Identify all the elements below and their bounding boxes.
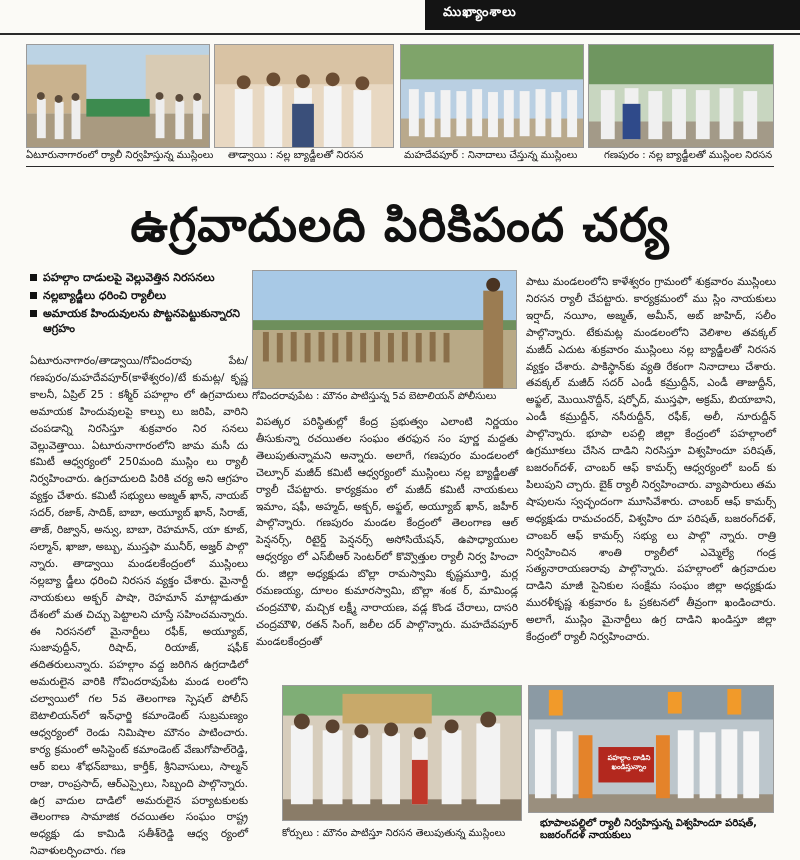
caption-photo-2: తాడ్వాయి : నల్ల బ్యాడ్జీలతో నిరసన	[228, 150, 364, 161]
highlights-list	[30, 270, 250, 339]
photo-battalion-silence	[252, 270, 517, 389]
article-column-2	[256, 414, 518, 681]
caption-bottom-right: భూపాలపల్లిలో ర్యాలీ నిర్వహిస్తున్న విశ్వహిందూ పరిషత్, బజరంగ్‌దళ్ నాయకులు	[540, 818, 757, 841]
caption-photo-3: మహదేవపూర్ : నినాదాలు చేస్తున్న ముస్లింలు	[404, 150, 578, 161]
highlight-item: అమాయక హిందువులను పొట్టనపెట్టుకున్నారని ఆగ్రహం	[30, 306, 250, 336]
headline: ఉగ్రవాదులది పిరికిపంద చర్య	[130, 198, 670, 253]
article-text-col3: పాటు మండలంలోని కాళేశ్వరం గ్రామంలో శుక్రవారం ముస్లింలు నిరసన ర్యాలీ చేపట్టారు. కార్యక్రమంలో ము స్లిం నాయకులు ఇర్షాద్, నయీం, అజ్మత్, అమీన్, అబ్ జాహిద్, సలీం పాల్గొన్నారు. టేకుమట్ల మండలంలోని వెలిశాల తవక్కల్ మజీద్ ఎదుట శుక్రవారం ముస్లింలు నల్ల బ్యాడ్జీలతో నిరసన వ్యక్తం చేశారు. పాకిస్థాన్‌కు వ్యతి రేకంగా నినాదాలు చేశారు. తవక్కల్ మజీద్ సదర్ ఎండీ కమ్రుద్దీన్, ఎండీ తాజుద్దీన్, అఫ్జల్, మొయినొద్దీన్, షర్ఫోద్, ముస్తఫా, అక్రమ్, బియాబాని, ఎండీ కమ్రుద్దీన్, నసీరుద్దీన్, రఫీక్, అలీ, నూరుద్దీన్ పాల్గొన్నారు. భూపా లపల్లి జిల్లా కేంద్రంలో పహల్గాంలో ఉగ్రమూకలు చేసిన దాడిని నిరసిస్తూ విశ్వహిందూ పరిషత్, బజరంగ్‌దళ్, చాంబర్ ఆఫ్ కామర్స్ ఆధ్వర్యంలో బంద్ కు పిలుపుని చ్చారు. బైక్ ర్యాలీ నిర్వహించారు. వ్యాపారులు తమ షాపులను స్వచ్ఛందంగా మూసివేశారు. చాంబర్ ఆఫ్ కామర్స్ అధ్యక్షుడు రామచందర్, విశ్వహిం దూ పరిషత్, బజరంగ్‌దళ్, చాంబర్ ఆఫ్ కామర్స్ సభ్యు లు పాల్గొ న్నారు. రాత్రి నిర్వహించిన శాంతి ర్యాలీలో ఎమ్మెల్యే గండ్ర సత్యనారాయణరావు పాల్గొన్నారు. పహల్గాంలో ఉగ్రవాదుల దాడిని మాజీ సైనికుల సంక్షేమ సంఘం జిల్లా అధ్యక్షుడు మురళీకృష్ణ శుక్రవారం ఓ ప్రకటనలో తీవ్రంగా ఖండించారు. అలాగే, ముస్లిం మైనార్టీలు ఉగ్ర దాడిని ఖండిస్తూ జిల్లా కేంద్రంలో ర్యాలీ నిర్వహించారు.	[526, 276, 776, 644]
top-rule	[0, 33, 800, 35]
highlight-item: నల్లబ్యాడ్జీలు ధరించి ర్యాలీలు	[30, 288, 250, 303]
masthead-banner	[425, 0, 800, 30]
caption-photo-4: గణపురం : నల్ల బ్యాడ్జీలతో ముస్లింల నిరసన	[604, 150, 773, 161]
article-text-col1: ఏటూరునాగారం/తాడ్వాయి/గోవిందరావు పేట/గణపురం/మహదేవపూర్(కాళేశ్వరం)/టే కుమట్ల/ కృష్ణ కాలనీ, ఏప్రిల్ 25 : కశ్మీర్ పహల్గాం లో ఉగ్రవాదులు అమాయక హిందువులపై కాల్పు లు జరిపి, వారిని చంపడాన్ని నిరసిస్తూ శుక్రవారం నిర సనలు వెల్లువెత్తాయి. ఏటూరునాగారంలోని జామ మసీ దు కమిటీ ఆధ్వర్యంలో 250మంది ముస్లిం లు ర్యాలీ నిర్వహించారు. ఉగ్రవాదులది పిరికి చర్య అని ఆగ్రహం వ్యక్తం చేశారు. కమిటీ సభ్యులు అజ్మత్ ఖాన్, నాయబ్ సదర్, రజాక్, సాదిక్, బాబా, అయ్యూబ్ ఖాన్, సిరాజ్, తాజ్, రిజ్వాన్, అన్వు, బాబా, రెహమాన్, యా కూబ్, సల్మాన్, ఖాజా, అబ్బు, ముస్తఫా మునీర్, అజ్హర్ పాల్గొ న్నారు. తాడ్వాయి మండలకేంద్రంలో ముస్లింలు నల్లబ్యా డ్జీలు ధరించి నిరసన వ్యక్తం చేశారు. మైనార్టీ నాయకులు అక్బర్ పాషా, రెహమాన్ మాట్లాడుతూ దేశంలో మత చిచ్చు పెట్టాలని చూస్తే సహించమన్నారు. ఈ నిరసనలో మైనార్టీలు రఫీక్, అయ్యూబ్, సుజావుద్దీన్, రిషాద్, రియాజ్, షఫీక్ తదితరులున్నారు. పహల్గాం వద్ద జరిగిన ఉగ్రదాడిలో అమరులైన వారికి గోవిందరావుపేట మండ లంలోని చల్వాయిలో గల 5వ తెలంగాణ స్పెషల్ పోలీస్ బెటాలియన్‌లో ఇన్‌ఛార్జి కమాండెంట్ సుబ్రమణ్యం ఆధ్వర్యంలో రెండు నిమిషాల మౌనం పాటించారు. కార్య క్రమంలో అసిస్టెంట్ కమాండెంట్ వేణుగోపాల్‌రెడ్డి, ఆర్ ఐలు శోభన్‌బాబు, కార్తీక్, శ్రీనివాసులు, సాల్మన్ రాజు, రాంప్రసాద్, ఆర్ఎస్సైలు, సిబ్బంది పాల్గొన్నారు. ఉగ్ర వాదుల దాడిలో అమరులైన పర్యాటకులకు తెలంగాణ సామాజిక రచయితల సంఘం రాష్ట్ర అధ్యక్షు డు కామిడి సతీశ్‌రెడ్డి ఆధ్వ ర్యంలో నివాళులర్పించారు. గణ	[30, 355, 248, 858]
masthead-label: ముఖ్యాంశాలు	[443, 5, 517, 20]
caption-police-photo: గోవిందరావుపేట : మౌనం పాటిస్తున్న 5వ బెటాలియన్ పోలీసులు	[252, 391, 497, 402]
photo-eturunagaram-rally	[26, 44, 210, 148]
highlight-item: పహల్గాం దాడులపై వెల్లువెత్తిన నిరసనలు	[30, 270, 250, 285]
photo-bhupalpally-rally	[528, 685, 774, 813]
rally-banner-text: పహల్గాం దాడిని ఖండిస్తున్నాం	[607, 754, 651, 771]
article-text-col2: విపత్కర పరిస్థితుల్లో కేంద్ర ప్రభుత్వం ఎలాంటి నిర్ణయం తీసుకున్నా రచయితల సంఘం తరఫున సం పూర్ణ మద్దతు తెలుపుతున్నామని అన్నారు. అలాగే, గణపురం మండలంలో చెల్పూర్ మజీద్ కమిటీ ఆధ్వర్యంలో ముస్లింలు నల్ల బ్యాడ్జీలతో ర్యాలీ చేపట్టారు. కార్యక్రమం లో మజీద్ కమిటీ నాయకులు ఇమాం, షఫీ, అహ్మద్, అక్బర్, అఫ్జల్, అయ్యూబ్ ఖాన్, జహీర్ పాల్గొన్నారు. గణపురం మండల కేంద్రంలో తెలంగాణ ఆల్ పెన్షనర్స్, రిటైర్డ్ పెన్షనర్స్ అసోసియేషన్, ఉపాధ్యాయుల ఆధ్వర్యం లో ఎస్‌బీఆర్ సెంటర్‌లో కొవ్వొత్తుల ర్యాలీ నిర్వ హించా రు. జిల్లా అధ్యక్షుడు బొల్లా రామస్వామి కృష్ణమూర్తి, మర్ల రమణయ్య, దూలం కుమారస్వామి, బొల్లా శంక ర్, మామిండ్ల చంద్రమౌళి, మచ్చిక లక్ష్మీ నారాయణ, వడ్ల కొండ చేరాలు, దాసరి చంద్రమౌళి, రతన్ సింగ్, జలీల దర్ పాల్గొన్నారు. మహదేవపూర్ మండలకేంద్రంతో	[256, 416, 518, 648]
photo-mahadevpur-slogans	[400, 44, 584, 148]
article-column-3	[526, 274, 776, 680]
article-column-1	[30, 353, 248, 858]
photo-tadvai-protest	[214, 44, 394, 148]
photo-mosque-silence	[282, 685, 522, 821]
caption-rule	[26, 166, 774, 167]
caption-bottom-left: కోర్సులు : మౌనం పాటిస్తూ నిరసన తెలుపుతున్న ముస్లింలు	[282, 828, 506, 839]
photo-ganapuram-badges	[588, 44, 774, 148]
caption-photo-1: ఏటూరునాగారంలో ర్యాలీ నిర్వహిస్తున్న ముస్లింలు	[26, 150, 214, 161]
